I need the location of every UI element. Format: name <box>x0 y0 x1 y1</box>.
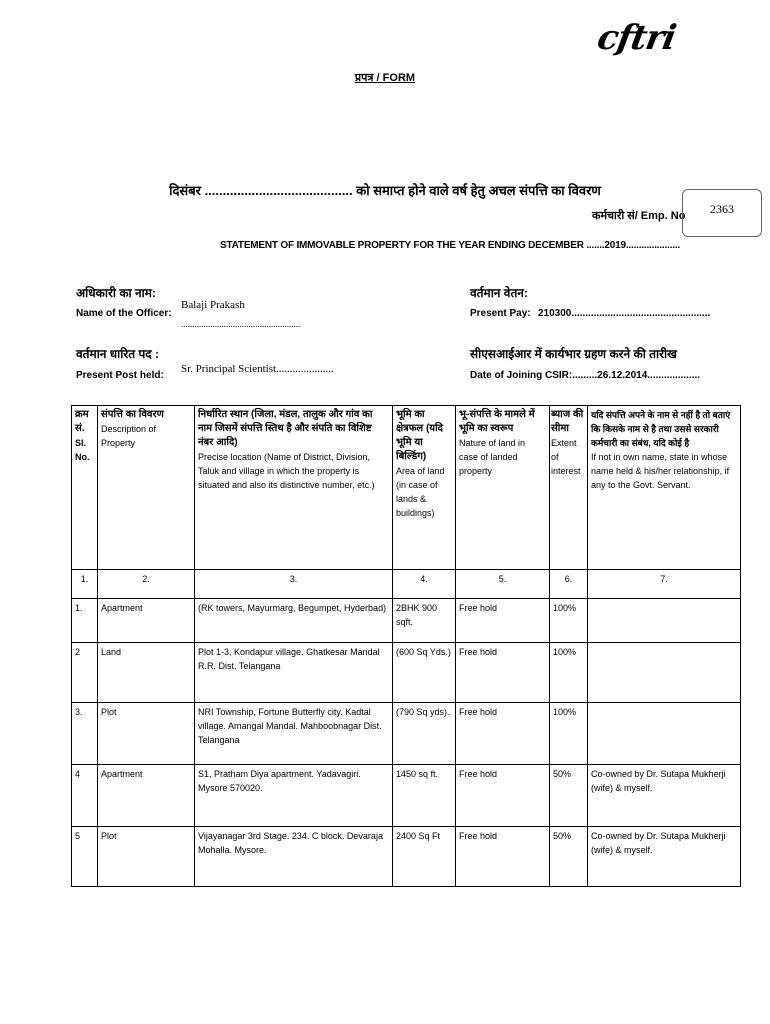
pay-label-en: Present Pay: <box>470 308 531 319</box>
row-owner <box>588 599 741 643</box>
row-desc: Apartment <box>98 599 195 643</box>
col-number: 6. <box>550 570 588 599</box>
row-location: Vijayanagar 3rd Stage. 234. C block. Devaraja Mohalla. Mysore. <box>195 827 393 887</box>
heading-hindi: दिसंबर ......................................... को समाप्त होने वाले वर्ष हेतु अचल संपत्ति का विवरण <box>169 183 601 198</box>
header-cell: भूमि का क्षेत्रफल (यदि भूमि या बिल्डिंग) Area of land (in case of lands & buildings) <box>393 406 456 570</box>
header-cell: भू-संपत्ति के मामले में भूमि का स्वरूप Nature of land in case of landed property <box>456 406 550 570</box>
row-desc: Apartment <box>98 765 195 827</box>
row-nature: Free hold <box>456 703 550 765</box>
row-area: 2BHK 900 sqft. <box>393 599 456 643</box>
row-location: (RK towers, Mayurmarg, Begumpet, Hyderbad) <box>195 599 393 643</box>
row-nature: Free hold <box>456 643 550 703</box>
row-sl: 1. <box>72 599 98 643</box>
row-desc: Plot <box>98 827 195 887</box>
table-row <box>72 703 741 765</box>
joining-label-en: Date of Joining CSIR:.........26.12.2014................... <box>470 370 701 381</box>
row-desc: Plot <box>98 703 195 765</box>
table-row <box>72 599 741 643</box>
row-area: (790 Sq yds). <box>393 703 456 765</box>
row-owner: Co-owned by Dr. Sutapa Mukherji (wife) & myself. <box>588 827 741 887</box>
table-row <box>72 643 741 703</box>
row-area: 2400 Sq Ft <box>393 827 456 887</box>
row-area: 1450 sq ft. <box>393 765 456 827</box>
row-interest: 50% <box>550 827 588 887</box>
col-number: 3. <box>195 570 393 599</box>
post-value: Sr. Principal Scientist..................... <box>181 363 334 375</box>
header-cell: क्रम सं. Sl. No. <box>72 406 98 570</box>
col-number: 7. <box>588 570 741 599</box>
column-number-row <box>72 570 741 599</box>
joining-label-hi: सीएसआईआर में कार्यभार ग्रहण करने की तारीख <box>470 347 677 361</box>
row-interest: 100% <box>550 703 588 765</box>
table-row <box>72 827 741 887</box>
emp-no-box <box>682 189 762 237</box>
table-header-row <box>72 406 741 570</box>
row-sl: 4 <box>72 765 98 827</box>
row-location: Plot 1-3, Kondapur village. Ghatkesar Mandal R.R. Dist. Telangana <box>195 643 393 703</box>
header-cell: यदि संपत्ति अपने के नाम से नहीं है तो बताएं कि किसके नाम से है तथा उससे सरकारी कर्मचारी का संबंध, यदि कोई है If not in own name, state in whose name held & his/her relationship, if any to the Govt. Servant. <box>588 406 741 570</box>
col-number: 1. <box>72 570 98 599</box>
pay-value: 210300.................................................. <box>538 308 711 319</box>
row-desc: Land <box>98 643 195 703</box>
post-label-hi: वर्तमान धारित पद : <box>76 347 159 361</box>
row-nature: Free hold <box>456 765 550 827</box>
officer-label-en: Name of the Officer: <box>76 308 172 319</box>
form-title: प्रपत्र / FORM <box>354 72 416 84</box>
officer-dots: ..................................................... <box>181 319 301 329</box>
emp-no-value: 2363 <box>710 202 734 216</box>
property-table <box>71 405 741 887</box>
row-sl: 3. <box>72 703 98 765</box>
header-cell: निर्धारित स्थान (जिला, मंडल, तालुक और गांव का नाम जिसमें संपत्ति स्तिथ है और संपति का विशिष्ट नंबर आदि) Precise location (Name of District, Division, Taluk and village in which the property is situated and also its distinctive number, etc.) <box>195 406 393 570</box>
emp-no-label: कर्मचारी सं/ Emp. No <box>592 210 686 222</box>
row-interest: 50% <box>550 765 588 827</box>
row-nature: Free hold <box>456 599 550 643</box>
row-sl: 2 <box>72 643 98 703</box>
row-area: (600 Sq Yds.) <box>393 643 456 703</box>
row-owner <box>588 643 741 703</box>
pay-label-hi: वर्तमान वेतन: <box>470 286 528 300</box>
header-cell: ब्याज की सीमा Extent of interest <box>550 406 588 570</box>
cftri-logo: cftri <box>594 18 679 58</box>
col-number: 4. <box>393 570 456 599</box>
row-sl: 5 <box>72 827 98 887</box>
row-owner <box>588 703 741 765</box>
table-row <box>72 765 741 827</box>
officer-name: Balaji Prakash <box>181 299 245 311</box>
row-location: NRI Township, Fortune Butterfly city. Kadtal village. Amangal Mandal. Mahboobnagar Dist. Telangana <box>195 703 393 765</box>
post-label-en: Present Post held: <box>76 370 164 381</box>
row-owner: Co-owned by Dr. Sutapa Mukherji (wife) & myself. <box>588 765 741 827</box>
header-cell: संपत्ति का विवरण Description of Property <box>98 406 195 570</box>
row-location: S1, Pratham Diya apartment. Yadavagiri. Mysore 570020. <box>195 765 393 827</box>
officer-label-hi: अधिकारी का नाम: <box>76 286 156 300</box>
statement-title: STATEMENT OF IMMOVABLE PROPERTY FOR THE YEAR ENDING DECEMBER .......2019..................... <box>220 240 680 251</box>
col-number: 5. <box>456 570 550 599</box>
row-nature: Free hold <box>456 827 550 887</box>
row-interest: 100% <box>550 599 588 643</box>
col-number: 2. <box>98 570 195 599</box>
row-interest: 100% <box>550 643 588 703</box>
